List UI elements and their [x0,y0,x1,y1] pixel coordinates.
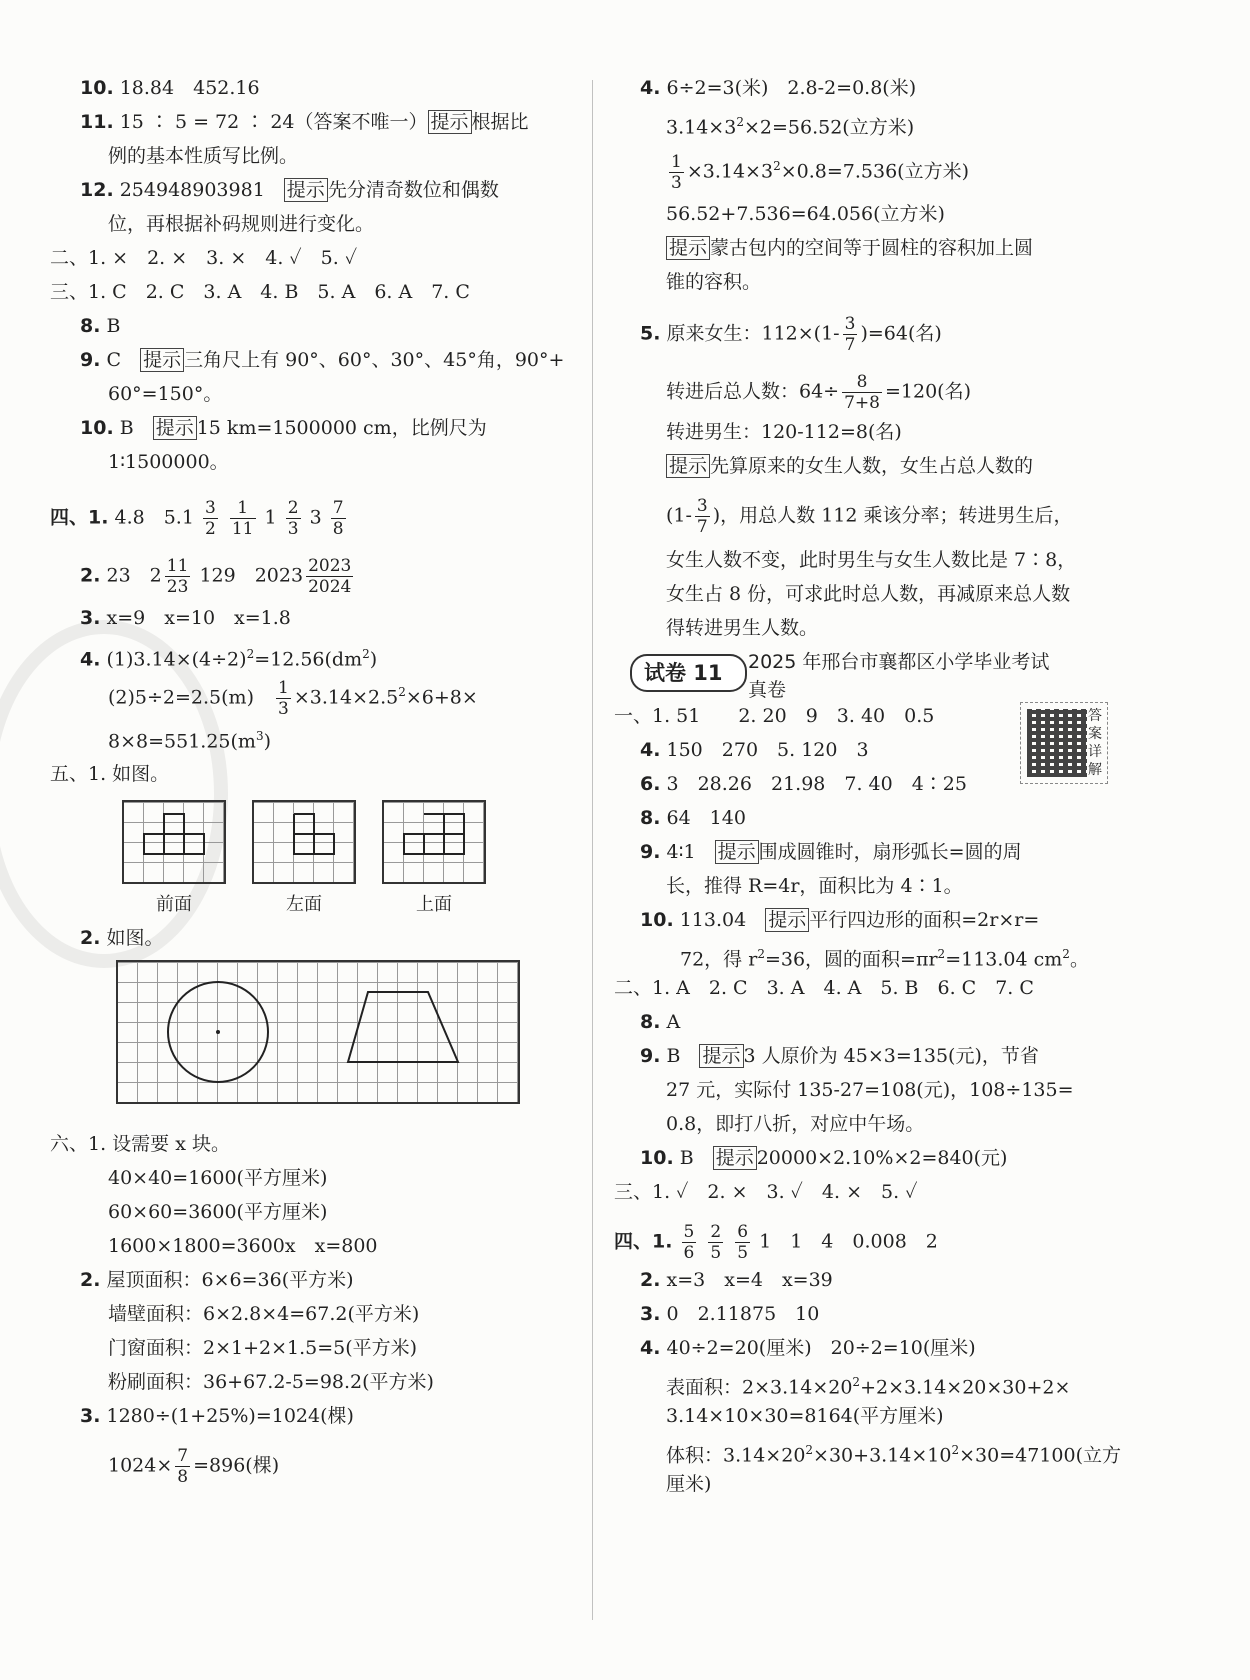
drawn-trapezoid [348,992,458,1062]
hint-tag: 提示 [699,1044,743,1068]
answer-line: 2. 如图。 [80,927,164,949]
answer-line: 8. 64 140 [640,807,746,829]
front-view-grid [122,800,226,884]
answer-line: 60°=150°。 [108,383,223,405]
front-view-caption: 前面 [156,894,192,915]
answer-line: 3. 1280÷(1+25%)=1024(棵) [80,1405,354,1427]
fraction: $\frac{5}{6}$ [683,1222,695,1263]
circle-trapezoid-figure [118,962,518,1102]
hint-tag: 提示 [428,110,472,134]
answer-line: 门窗面积：2×1+2×1.5=5(平方米) [108,1337,418,1359]
answer-line: $\frac{1}{3}$ $\times 3.14\times 3^2\times 0.8=7.536$(立方米) [671,152,969,193]
answer-line: 1600×1800=3600x x=800 [108,1235,378,1257]
answer-line: 1∶1500000。 [108,451,229,473]
answer-line: 10. B 提示 20000×2.10%×2=840(元) [640,1147,1008,1169]
qr-code-icon [1027,709,1087,777]
left-view-shape [254,802,354,882]
top-view-caption: 上面 [416,894,452,915]
hint-tag: 提示 [765,908,809,932]
paper-title: 2025 年邢台市襄都区小学毕业考试 [748,651,1050,673]
fraction: $\frac{2}{3}$ [287,498,299,539]
hint-tag: 提示 [666,454,710,478]
circle-center [216,1030,220,1034]
front-view-shape [124,802,224,882]
answer-line: 提示 先算原来的女生人数，女生占总人数的 [666,452,1033,480]
answer-line: 9. B 提示 3 人原价为 45×3=135(元)，节省 [640,1045,1039,1067]
answer-line: 4. 150 270 5. 120 3 [640,739,869,761]
answer-line: 体积：$3.14\times 20^2\times 30+3.14\times 10^2\times 30=47100$(立方 [666,1443,1121,1467]
answer-line: 表面积：$2\times 3.14\times 20^2+2\times 3.14\times 20\times 30+2\times$ [666,1375,1071,1399]
fraction: $\frac{3}{7}$ [696,496,708,537]
paper-badge: 试卷 11 [630,654,747,692]
hint-tag: 提示 [284,178,328,202]
answer-line: 10. B 提示 15 km=1500000 cm，比例尺为 [80,417,487,439]
column-divider [592,80,593,1620]
left-view-grid [252,800,356,884]
hint-tag: 提示 [140,348,184,372]
fraction: $\frac{1}{3}$ [278,678,289,719]
answer-line: 6. 3 28.26 21.98 7. 40 4∶25 [640,773,967,795]
answer-line: $3.14\times 3^2\times 2=56.52$(立方米) [666,115,915,139]
qr-code-box[interactable] [1020,702,1108,784]
answer-line: 11. 15 ∶ 5 = 72 ∶ 24（答案不唯一） 提示 根据比 [80,111,529,133]
answer-line: 转进后总人数：64÷ $\frac{8}{7+8}$ =120(名) [666,372,972,413]
answer-line: 2. 23 2 $\frac{11}{23}$ 129 2023 $\frac{2023}{2024}$ [80,556,352,597]
answer-line: 长，推得 R=4r，面积比为 4∶1。 [666,875,963,897]
answer-line: (2)5÷2=2.5(m) $\frac{1}{3}$ $\times 3.14\times 2.5^2\times 6+8\times$ [108,678,478,719]
section-line: 六、1. 设需要 x 块。 [50,1133,230,1155]
answer-line: 2. 屋顶面积：6×6=36(平方米) [80,1269,354,1291]
answer-line: 4. 6÷2=3(米) 2.8-2=0.8(米) [640,77,917,99]
answer-line: 9. C 提示 三角尺上有 90°、60°、30°、45°角，90°+ [80,349,565,371]
answer-line: 2. x=3 x=4 x=39 [640,1269,833,1291]
answer-line: 9. 4∶1 提示 围成圆锥时，扇形弧长=圆的周 [640,841,1022,863]
answer-line: 3. x=9 x=10 x=1.8 [80,607,291,629]
answer-line: 4. 40÷2=20(厘米) 20÷2=10(厘米) [640,1337,976,1359]
answer-line: 72，得 $r^2=36$，圆的面积$=\pi r^2=113.04$ $cm^2$。 [680,947,1089,971]
answer-line: 4. $(1)3.14\times(4\div 2)^2=12.56(dm^2)$ [80,647,378,671]
answer-line: $8\times 8=551.25(m^3)$ [108,729,271,753]
answer-line: 女生人数不变，此时男生与女生人数比是 7∶8， [666,549,1077,571]
qr-label: 答案详解 [1088,708,1102,778]
fraction: $\frac{3}{2}$ [204,498,216,539]
answer-line: (1- $\frac{3}{7}$ )，用总人数 112 乘该分率；转进男生后， [666,496,1073,537]
answer-line: 5. 原来女生：112×(1- $\frac{3}{7}$ )=64(名) [640,314,942,355]
answer-line: 位，再根据补码规则进行变化。 [108,213,375,235]
fraction: $\frac{6}{5}$ [737,1222,749,1263]
answer-line: 得转进男生人数。 [666,617,819,639]
fraction: $\frac{7}{8}$ [332,498,344,539]
answer-line: 10. 113.04 提示 平行四边形的面积=2r×r= [640,909,1040,931]
section-line: 二、1. A 2. C 3. A 4. A 5. B 6. C 7. C [614,977,1034,999]
answer-line: 锥的容积。 [666,271,762,293]
top-view-grid [382,800,486,884]
answer-line: 40×40=1600(平方厘米) [108,1167,328,1189]
fraction: $\frac{2023}{2024}$ [308,556,352,597]
hint-tag: 提示 [153,416,197,440]
answer-line: 粉刷面积：36+67.2-5=98.2(平方米) [108,1371,434,1393]
answer-line: 女生占 8 份，可求此时总人数，再减原来总人数 [666,583,1071,605]
answer-line: 转进男生：120-112=8(名) [666,421,902,443]
answer-line: 厘米) [666,1473,712,1495]
top-view-shape [384,802,484,882]
section-line: 四、1. $\frac{5}{6}$ $\frac{2}{5}$ $\frac{6}{5}$ 1 1 4 0.008 2 [614,1222,938,1263]
answer-line: 提示 蒙古包内的空间等于圆柱的容积加上圆 [666,234,1033,262]
answer-line: 1024× $\frac{7}{8}$ =896(棵) [108,1446,280,1487]
hint-tag: 提示 [713,1146,757,1170]
answer-line: 3.14×10×30=8164(平方厘米) [666,1405,944,1427]
answer-line: 例的基本性质写比例。 [108,145,299,167]
fraction: $\frac{11}{23}$ [166,556,189,597]
paper-title-cont: 真卷 [748,679,787,701]
hint-tag: 提示 [666,236,710,260]
section-line: 三、1. C 2. C 3. A 4. B 5. A 6. A 7. C [50,281,470,303]
answer-line: 3. 0 2.11875 10 [640,1303,820,1325]
answer-line: 8. B [80,315,121,337]
section-line: 四、1. 4.8 5.1 $\frac{3}{2}$ $\frac{1}{11}$ 1 $\frac{2}{3}$ 3 $\frac{7}{8}$ [50,498,344,539]
section-line: 五、1. 如图。 [50,763,170,785]
drawing-grid [116,960,520,1104]
answer-line: 8. A [640,1011,681,1033]
answer-line: 0.8，即打八折，对应中午场。 [666,1113,925,1135]
answer-line: 10. 18.84 452.16 [80,77,260,99]
answer-line: 墙壁面积：6×2.8×4=67.2(平方米) [108,1303,420,1325]
section-line: 二、1. × 2. × 3. × 4. ✓ 5. ✓ [50,247,358,269]
left-view-caption: 左面 [286,894,322,915]
fraction: $\frac{2}{5}$ [710,1222,722,1263]
answer-line: 12. 254948903981 提示 先分清奇数位和偶数 [80,179,499,201]
fraction: $\frac{1}{11}$ [231,498,254,539]
hint-tag: 提示 [715,840,759,864]
fraction: $\frac{3}{7}$ [844,314,856,355]
fraction: $\frac{1}{3}$ [671,152,682,193]
section-line: 一、1. 51 2. 20 9 3. 40 0.5 [614,705,935,727]
fraction: $\frac{7}{8}$ [177,1446,189,1487]
section-line: 三、1. ✓ 2. × 3. ✓ 4. × 5. ✓ [614,1181,918,1203]
fraction: $\frac{8}{7+8}$ [844,372,880,413]
answer-line: 56.52+7.536=64.056(立方米) [666,203,945,225]
answer-line: 27 元，实际付 135-27=108(元)，108÷135= [666,1079,1074,1101]
answer-line: 60×60=3600(平方厘米) [108,1201,328,1223]
